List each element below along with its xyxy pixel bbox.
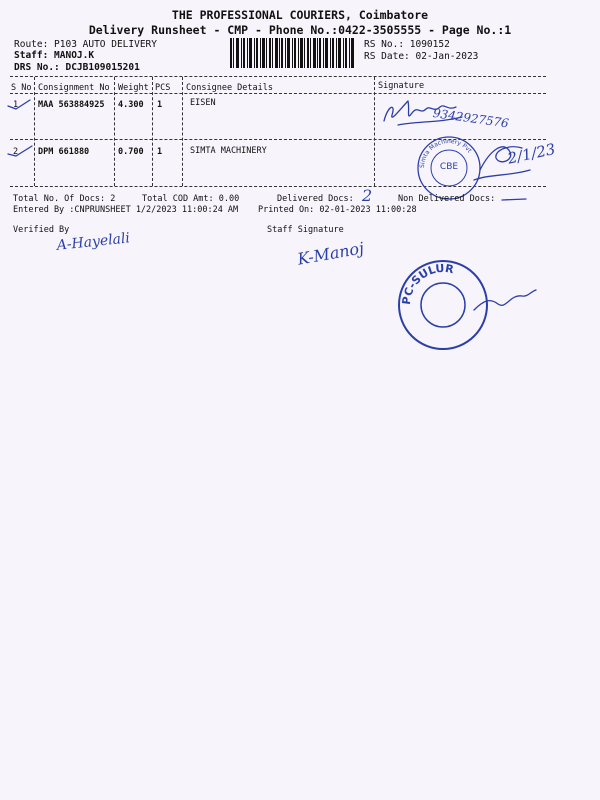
route-label: Route: P103 AUTO DELIVERY bbox=[14, 39, 157, 50]
row-consignee: EISEN bbox=[190, 98, 216, 108]
row-sno: 1 bbox=[13, 100, 19, 110]
row-consignee: SIMTA MACHINERY bbox=[190, 146, 267, 156]
checkmark-icon bbox=[6, 96, 36, 166]
col-divider bbox=[152, 77, 153, 186]
staff-signature: K-Manoj bbox=[296, 238, 366, 269]
row-pcs: 1 bbox=[157, 147, 163, 157]
rs-date: RS Date: 02-Jan-2023 bbox=[364, 51, 479, 62]
header-consignment: Consignment No bbox=[38, 83, 110, 93]
printed-on: Printed On: 02-01-2023 11:00:28 bbox=[258, 205, 417, 215]
header-signature: Signature bbox=[378, 81, 425, 91]
row-weight: 0.700 bbox=[118, 147, 144, 157]
branch-stamp-text: PC-SULUR bbox=[399, 261, 455, 306]
table-top-rule bbox=[10, 76, 546, 77]
non-delivered-docs-label: Non Delivered Docs: bbox=[398, 194, 496, 204]
col-divider bbox=[182, 77, 183, 186]
stamp-center-text: CBE bbox=[439, 162, 459, 172]
staff-signature-label: Staff Signature bbox=[267, 225, 344, 235]
verified-by-label: Verified By bbox=[13, 225, 70, 235]
delivered-docs-handwritten: 2 bbox=[362, 186, 373, 205]
rs-number: RS No.: 1090152 bbox=[364, 39, 450, 50]
header-weight: Weight bbox=[118, 83, 149, 93]
company-title: THE PROFESSIONAL COURIERS, Coimbatore bbox=[171, 8, 429, 22]
header-pcs: PCS bbox=[155, 83, 171, 93]
total-docs: Total No. Of Docs: 2 bbox=[13, 194, 116, 204]
verified-signature: A-Hayelali bbox=[56, 230, 131, 254]
staff-label: Staff: MANOJ.K bbox=[14, 50, 95, 61]
entered-by: Entered By :CNPRUNSHEET 1/2/2023 11:00:24 AM bbox=[13, 205, 239, 215]
row-consignment: MAA 563884925 bbox=[38, 100, 105, 110]
drs-number: DRS No.: DCJB109015201 bbox=[14, 62, 140, 73]
runsheet-subtitle: Delivery Runsheet - CMP - Phone No.:0422-3505555 - Page No.:1 bbox=[88, 23, 512, 37]
table-header-rule bbox=[10, 93, 546, 94]
row-pcs: 1 bbox=[157, 100, 163, 110]
barcode bbox=[230, 38, 356, 68]
header-sno: S No bbox=[11, 83, 32, 93]
delivered-docs-label: Delivered Docs: bbox=[277, 194, 354, 204]
row2-date-handwritten: 2/1/23 bbox=[506, 139, 557, 168]
dash-mark bbox=[500, 194, 530, 204]
stamp-signature-scribble bbox=[470, 280, 540, 320]
stamp-ring-text: Simta Machinery Pvt bbox=[418, 137, 473, 169]
header-consignee: Consignee Details bbox=[186, 83, 273, 93]
col-divider bbox=[114, 77, 115, 186]
total-cod: Total COD Amt: 0.00 bbox=[142, 194, 240, 204]
row1-phone-handwritten: 9342927576 bbox=[432, 106, 510, 131]
row-consignment: DPM 661880 bbox=[38, 147, 90, 157]
row-weight: 4.300 bbox=[118, 100, 144, 110]
row-sno: 2 bbox=[13, 147, 19, 157]
col-divider bbox=[374, 77, 375, 186]
